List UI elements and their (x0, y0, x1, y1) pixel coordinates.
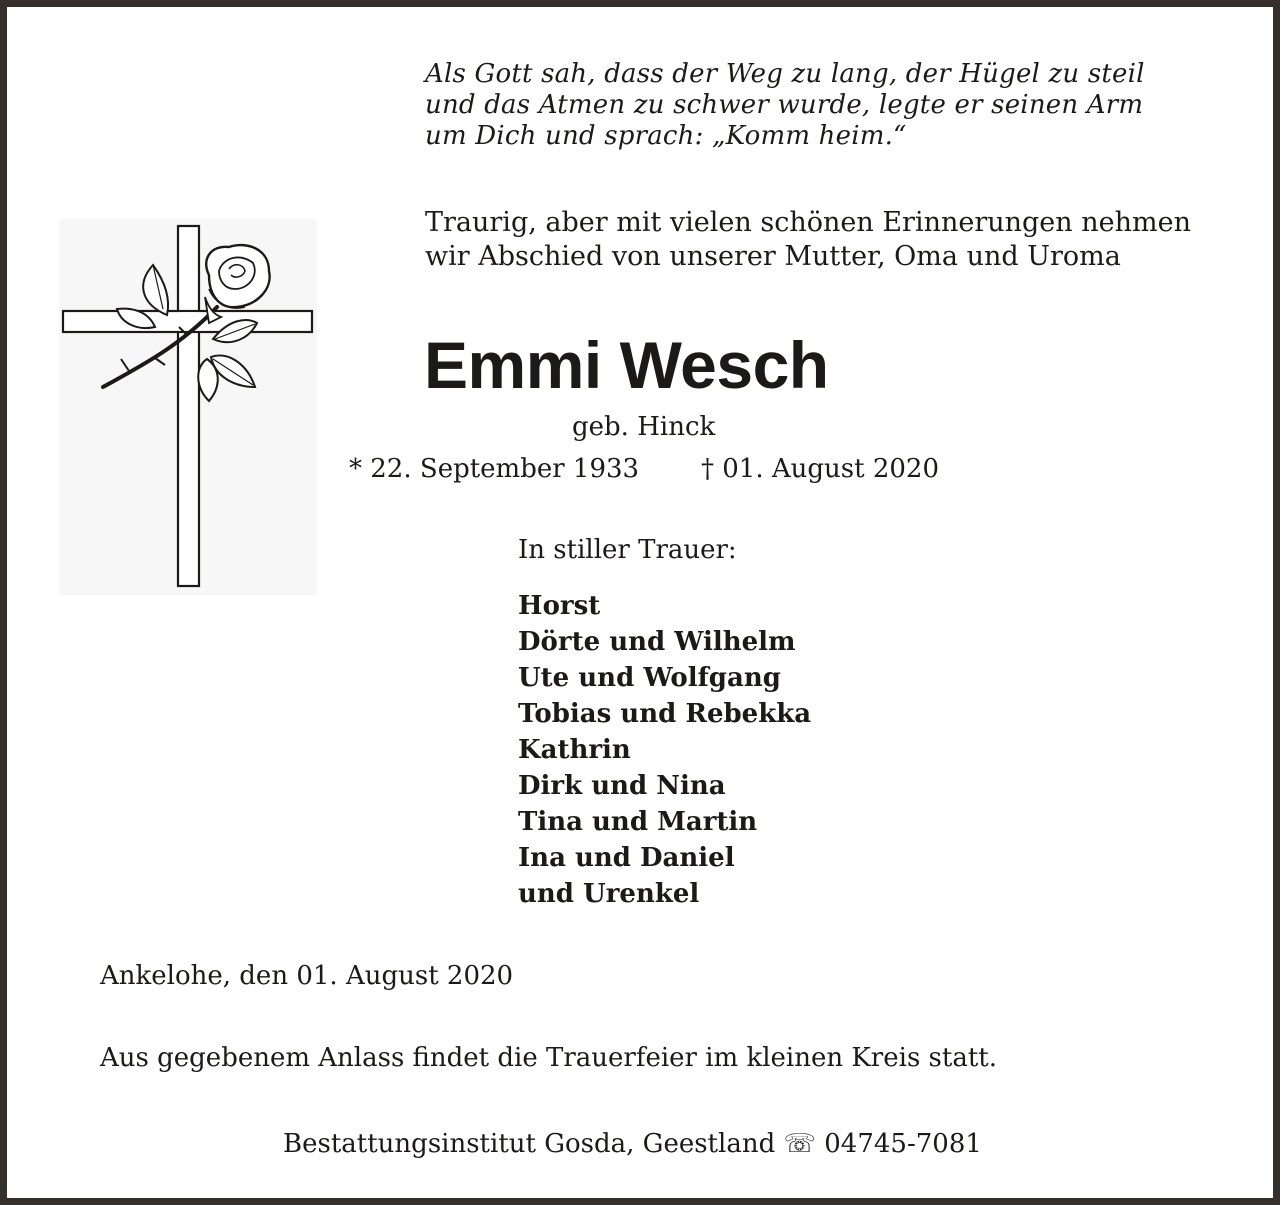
list-item: Horst (518, 591, 601, 621)
funeral-home-contact: Bestattungsinstitut Gosda, Geestland ☏ 04745-7081 (283, 1129, 982, 1159)
deceased-name: Emmi Wesch (424, 328, 829, 402)
mourners-list (518, 588, 811, 912)
list-item: Tobias und Rebekka (518, 699, 812, 729)
mourners-label: In stiller Trauer: (518, 535, 737, 565)
list-item: Dirk und Nina (518, 771, 726, 801)
place-and-date: Ankelohe, den 01. August 2020 (100, 961, 514, 991)
poem-line: Als Gott sah, dass der Weg zu lang, der Hügel zu steil (425, 59, 1145, 89)
birth-date: * 22. September 1933 (349, 454, 640, 484)
funeral-note: Aus gegebenem Anlass findet die Trauerfeier im kleinen Kreis statt. (100, 1043, 997, 1073)
opening-poem (425, 59, 1145, 152)
list-item: Dörte und Wilhelm (518, 627, 796, 657)
list-item: Kathrin (518, 735, 631, 765)
list-item: Ute und Wolfgang (518, 663, 781, 693)
list-item: Tina und Martin (518, 807, 758, 837)
list-item: Ina und Daniel (518, 843, 735, 873)
poem-line: um Dich und sprach: „Komm heim.“ (425, 121, 907, 151)
maiden-name: geb. Hinck (572, 412, 716, 442)
list-item: und Urenkel (518, 879, 700, 909)
announcement-line: Traurig, aber mit vielen schönen Erinnerungen nehmen (425, 207, 1191, 238)
cross-with-rose-icon (59, 219, 317, 595)
announcement-line: wir Abschied von unserer Mutter, Oma und Uroma (425, 241, 1121, 272)
announcement-text (425, 206, 1191, 274)
poem-line: und das Atmen zu schwer wurde, legte er seinen Arm (425, 90, 1144, 120)
death-date: † 01. August 2020 (701, 454, 940, 484)
